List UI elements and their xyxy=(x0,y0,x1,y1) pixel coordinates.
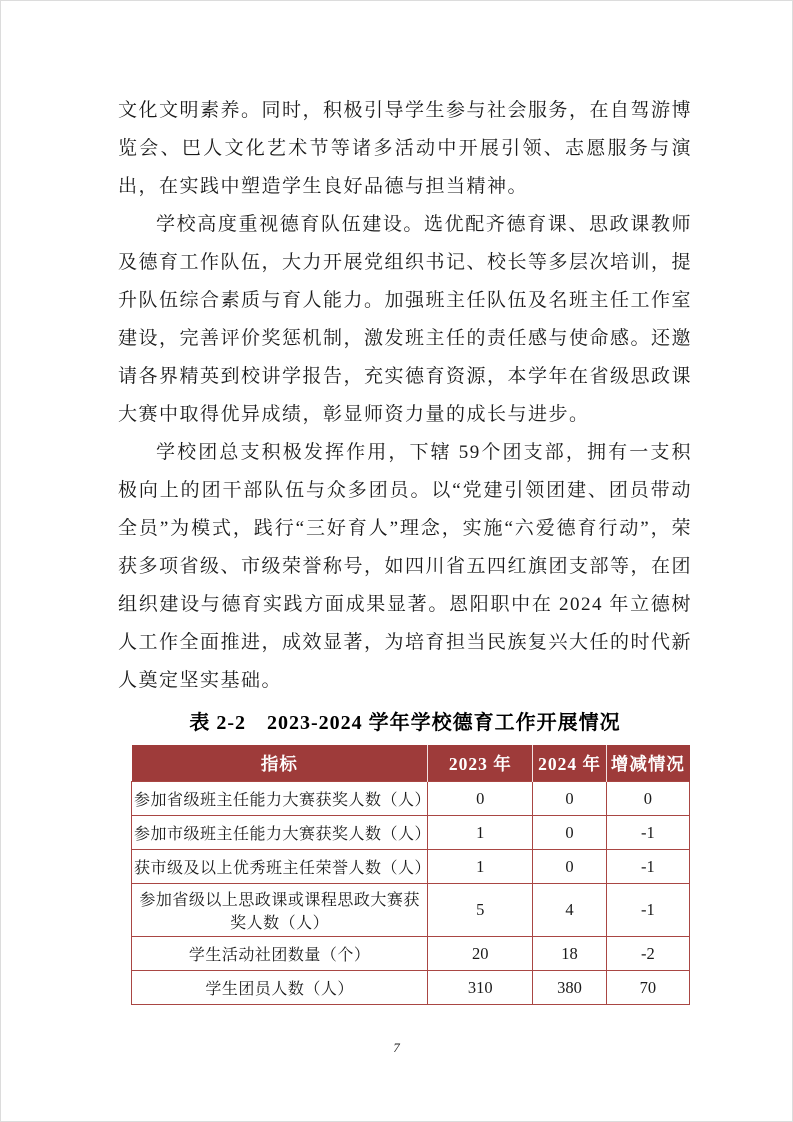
value-2024-cell: 0 xyxy=(533,816,607,850)
change-cell: -1 xyxy=(606,850,689,884)
table-row xyxy=(132,937,690,971)
change-cell: 0 xyxy=(606,782,689,816)
value-2024-cell: 0 xyxy=(533,782,607,816)
table-row xyxy=(132,782,690,816)
value-2023-cell: 310 xyxy=(428,971,533,1005)
column-header-2024: 2024 年 xyxy=(533,746,607,782)
indicator-cell: 参加省级以上思政课或课程思政大赛获奖人数（人） xyxy=(132,884,428,937)
value-2023-cell: 1 xyxy=(428,816,533,850)
moral-education-table xyxy=(131,745,690,1005)
page-number: 7 xyxy=(393,1040,400,1055)
table-caption: 表 2-2 2023-2024 学年学校德育工作开展情况 xyxy=(189,712,621,734)
table-row xyxy=(132,884,690,937)
column-header-change: 增减情况 xyxy=(606,746,689,782)
value-2024-cell: 380 xyxy=(533,971,607,1005)
column-header-2023: 2023 年 xyxy=(428,746,533,782)
change-cell: -1 xyxy=(606,884,689,937)
column-header-indicator: 指标 xyxy=(132,746,428,782)
indicator-cell: 参加省级班主任能力大赛获奖人数（人） xyxy=(132,782,428,816)
page-content xyxy=(118,92,692,1005)
value-2023-cell: 0 xyxy=(428,782,533,816)
change-cell: 70 xyxy=(606,971,689,1005)
table-row xyxy=(132,816,690,850)
paragraph: 学校团总支积极发挥作用，下辖 59个团支部，拥有一支积极向上的团干部队伍与众多团员。以“党建引领团建、团员带动全员”为模式，践行“三好育人”理念，实施“六爱德育行动”，荣获多项省级、市级荣誉称号，如四川省五四红旗团支部等，在团组织建设与德育实践方面成果显著。恩阳职中在 2024 年立德树人工作全面推进，成效显著，为培育担当民族复兴大任的时代新人奠定坚实基础。 xyxy=(118,442,693,691)
value-2023-cell: 5 xyxy=(428,884,533,937)
paragraph: 学校高度重视德育队伍建设。选优配齐德育课、思政课教师及德育工作队伍，大力开展党组织书记、校长等多层次培训，提升队伍综合素质与育人能力。加强班主任队伍及名班主任工作室建设，完善评价奖惩机制，激发班主任的责任感与使命感。还邀请各界精英到校讲学报告，充实德育资源，本学年在省级思政课大赛中取得优异成绩，彰显师资力量的成长与进步。 xyxy=(118,214,693,425)
indicator-cell: 学生活动社团数量（个） xyxy=(132,937,428,971)
table-header-row xyxy=(132,746,690,782)
indicator-cell: 学生团员人数（人） xyxy=(132,971,428,1005)
indicator-cell: 获市级及以上优秀班主任荣誉人数（人） xyxy=(132,850,428,884)
value-2024-cell: 4 xyxy=(533,884,607,937)
value-2024-cell: 0 xyxy=(533,850,607,884)
indicator-cell: 参加市级班主任能力大赛获奖人数（人） xyxy=(132,816,428,850)
value-2023-cell: 1 xyxy=(428,850,533,884)
change-cell: -1 xyxy=(606,816,689,850)
table-row xyxy=(132,850,690,884)
paragraph: 文化文明素养。同时，积极引导学生参与社会服务，在自驾游博览会、巴人文化艺术节等诸多活动中开展引领、志愿服务与演出，在实践中塑造学生良好品德与担当精神。 xyxy=(118,100,693,197)
value-2023-cell: 20 xyxy=(428,937,533,971)
value-2024-cell: 18 xyxy=(533,937,607,971)
change-cell: -2 xyxy=(606,937,689,971)
table-row xyxy=(132,971,690,1005)
